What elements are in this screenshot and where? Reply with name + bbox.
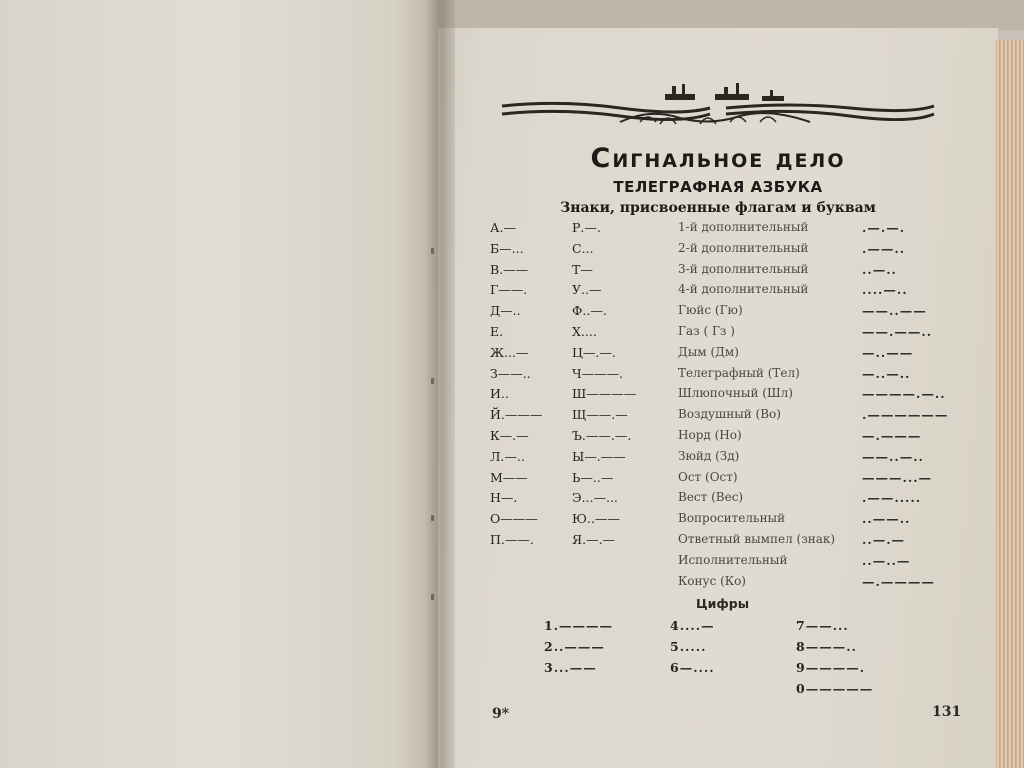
page-edges [996, 40, 1024, 768]
book-gutter [425, 0, 455, 768]
letter-code-6: Ж...— [490, 344, 529, 360]
letter-code-7: З——.. [490, 365, 531, 381]
letter-code-10: К—.— [490, 428, 529, 443]
page-number: 131 [932, 704, 962, 720]
letter-code-13: Н—. [490, 490, 518, 506]
signal-name-6: Дым (Дм) [678, 344, 739, 359]
page-subtitle: ТЕЛЕГРАФНАЯ АЗБУКА [613, 178, 823, 196]
letter-code-4: Д—.. [490, 303, 521, 319]
digit-code-1: 2..——— [544, 639, 605, 654]
letter-code-mid-0: Р.—. [572, 220, 601, 235]
letter-code-mid-14: Ю..—— [572, 511, 620, 527]
signal-code-7: —..—.. [862, 365, 911, 381]
signal-name-8: Шлюпочный (Шл) [678, 386, 793, 401]
signal-name-11: Зюйд (Зд) [678, 448, 740, 463]
digit-code-7: 8———.. [796, 639, 857, 654]
letter-code-mid-6: Ц—.—. [572, 344, 616, 360]
signal-code-15: ..—.— [862, 532, 906, 547]
signal-name-15: Ответный вымпел (знак) [678, 532, 836, 546]
digit-code-6: 7——... [796, 618, 849, 633]
binding-stitch [431, 248, 434, 254]
letter-code-12: М—— [490, 469, 528, 485]
signal-name-0: 1-й дополнительный [678, 220, 809, 234]
signal-code-8: ————.—.. [862, 386, 946, 402]
signal-name-4: Гюйс (Гю) [678, 303, 743, 318]
signal-code-2: ..—.. [862, 261, 897, 277]
letter-code-mid-12: Ь—..— [572, 469, 614, 485]
signal-name-9: Воздушный (Во) [678, 407, 781, 422]
binding-stitch [431, 515, 434, 521]
binding-stitch [431, 594, 434, 600]
letter-code-mid-13: Э...—... [572, 490, 618, 506]
background [440, 0, 1024, 30]
signal-code-11: ——..—.. [862, 448, 924, 464]
signal-code-16: ..—..— [862, 552, 911, 568]
signal-name-13: Вест (Вес) [678, 490, 744, 505]
signal-code-3: ....—.. [862, 282, 908, 298]
letter-code-mid-1: С... [572, 240, 594, 256]
page-caption: Знаки, присвоенные флагам и буквам [560, 200, 876, 216]
letter-code-15: П.——. [490, 532, 534, 547]
letter-code-9: Й.——— [490, 407, 543, 423]
digit-code-8: 9————. [796, 660, 866, 675]
signal-code-6: —..—— [862, 344, 914, 360]
signal-name-2: 3-й дополнительный [678, 261, 809, 276]
letter-code-mid-9: Щ——.— [572, 407, 628, 423]
signal-code-10: —.——— [862, 428, 922, 443]
letter-code-mid-3: У..— [572, 282, 602, 298]
letter-code-0: А.— [490, 220, 516, 235]
letter-code-5: Е. [490, 324, 504, 339]
signal-name-3: 4-й дополнительный [678, 282, 809, 297]
signal-name-1: 2-й дополнительный [678, 240, 809, 255]
signal-name-5: Газ ( Гз ) [678, 324, 735, 338]
page-title: Сигнальное дело [590, 143, 846, 174]
letter-code-mid-10: Ъ.——.—. [572, 428, 632, 443]
letter-code-1: Б—... [490, 240, 524, 256]
signal-code-0: .—.—. [862, 220, 906, 235]
digit-code-0: 1.———— [544, 618, 614, 633]
signal-code-4: ——..—— [862, 303, 927, 319]
letter-code-2: В.—— [490, 261, 529, 277]
left-page [0, 0, 440, 768]
digit-code-5: 6—.... [670, 660, 715, 675]
letter-code-mid-2: Т— [572, 261, 593, 277]
signal-name-7: Телеграфный (Тел) [678, 365, 800, 380]
binding-stitch [431, 378, 434, 384]
rope-ships-ornament [500, 78, 936, 130]
letter-code-mid-5: Х.... [572, 324, 597, 339]
digits-heading: Цифры [696, 596, 750, 611]
signal-code-14: ..——.. [862, 511, 911, 527]
signal-code-13: .——..... [862, 490, 922, 506]
letter-code-mid-8: Ш———— [572, 386, 637, 402]
signal-code-1: .——.. [862, 240, 906, 256]
signal-name-10: Норд (Но) [678, 428, 742, 442]
signal-name-16: Исполнительный [678, 552, 788, 567]
digit-code-2: 3...—— [544, 660, 597, 675]
digit-code-9: 0————— [796, 681, 874, 696]
letter-code-14: О——— [490, 511, 538, 527]
signal-name-12: Ост (Ост) [678, 469, 738, 484]
letter-code-mid-4: Ф..—. [572, 303, 607, 319]
digit-code-3: 4....— [670, 618, 715, 633]
signal-code-9: .—————— [862, 407, 949, 423]
letter-code-mid-15: Я.—.— [572, 532, 616, 547]
signal-code-5: ——.——.. [862, 324, 933, 339]
signal-name-17: Конус (Ко) [678, 573, 746, 588]
letter-code-8: И.. [490, 386, 509, 402]
digit-code-4: 5..... [670, 639, 707, 654]
letter-code-3: Г——. [490, 282, 528, 298]
letter-code-mid-11: Ы—.—— [572, 448, 626, 464]
signal-code-17: —.———— [862, 573, 935, 589]
letter-code-mid-7: Ч———. [572, 365, 624, 381]
signal-code-12: ———...— [862, 469, 933, 485]
letter-code-11: Л.—.. [490, 448, 525, 464]
signal-name-14: Вопросительный [678, 511, 786, 526]
page-signature: 9* [492, 706, 510, 722]
